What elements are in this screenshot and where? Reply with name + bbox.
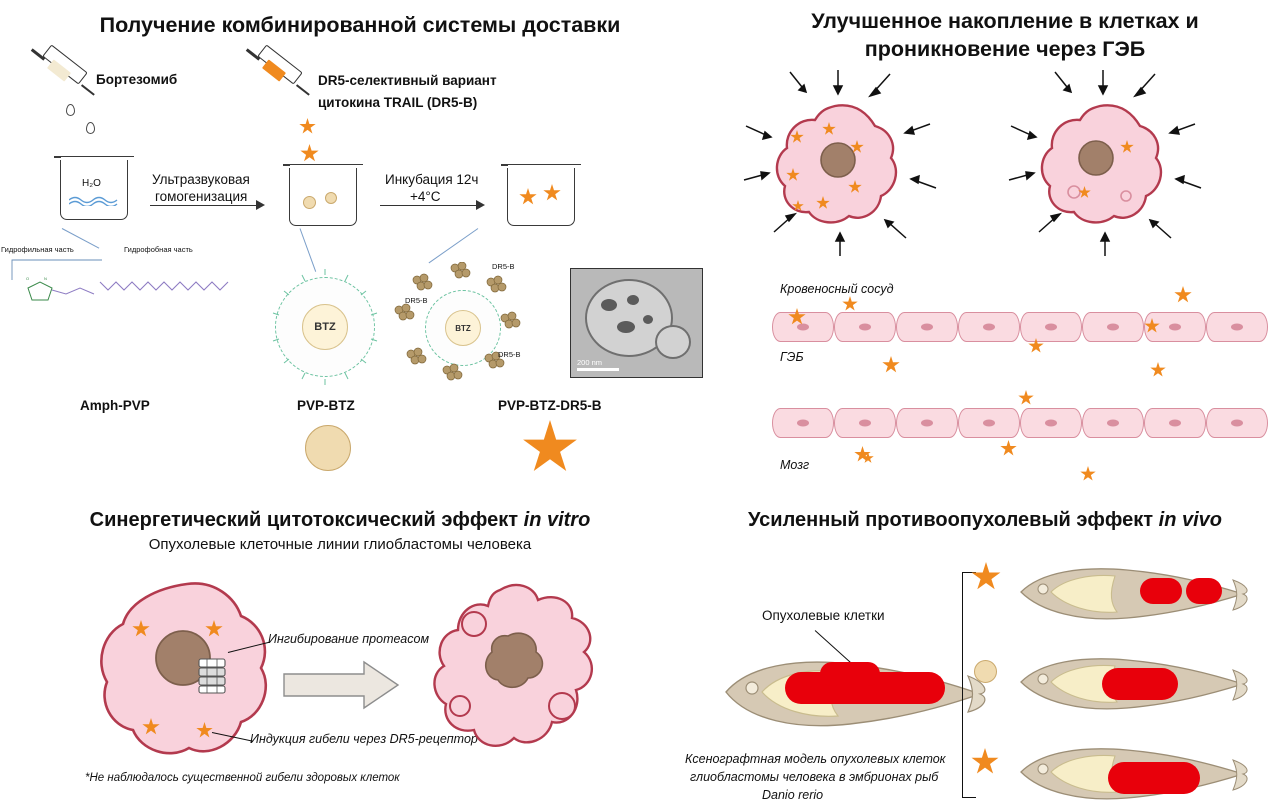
panel-uptake-bbb	[730, 0, 1280, 500]
svg-text:N: N	[44, 276, 47, 281]
label-dr5b-line1: DR5-селективный вариант	[318, 73, 497, 88]
label-brain: Мозг	[780, 458, 810, 472]
micelle-core-btz	[302, 304, 348, 350]
apoptotic-cell-icon	[430, 580, 610, 770]
endothelial-cell	[834, 408, 896, 438]
proteasome-icon	[195, 655, 231, 695]
transition-arrow	[282, 660, 402, 710]
group-bracket	[962, 572, 976, 798]
star-particle	[300, 144, 319, 163]
panel4-title	[695, 508, 1275, 533]
bbb-row-bottom	[772, 408, 1268, 438]
label-model-line3: Danio rerio	[762, 788, 824, 802]
tumor-region	[820, 662, 880, 686]
arrow2-line	[380, 205, 478, 206]
endothelial-cell	[834, 312, 896, 342]
beaker-water	[60, 160, 128, 220]
dr5b-proteins-icon	[393, 262, 533, 392]
tumor-region	[1102, 668, 1178, 700]
svg-text:O: O	[26, 276, 30, 281]
label-model-line1: Ксенографтная модель опухолевых клеток	[685, 752, 946, 766]
tem-dark-spot	[601, 299, 617, 311]
bbb-row-top	[772, 312, 1268, 342]
panel-synthesis	[0, 0, 730, 500]
circle-particle	[303, 196, 316, 209]
label-hydrophilic: Гидрофильная часть	[1, 245, 74, 254]
tem-dark-spot	[627, 295, 639, 305]
label-hydrophobic: Гидрофобная часть	[124, 245, 193, 254]
panel2-title-line2: проникновение через ГЭБ	[864, 37, 1146, 61]
label-dr5b-tag: DR5-B	[492, 262, 515, 271]
label-step2-line2: +4°C	[410, 189, 441, 204]
star-particle	[882, 356, 900, 374]
star-particle	[1174, 286, 1192, 304]
connector-line	[300, 228, 317, 272]
panel1-title: Получение комбинированной системы доставки	[99, 13, 621, 37]
tumor-region	[1140, 578, 1182, 604]
panel3-subtitle: Опухолевые клеточные линии глиобластомы человека	[148, 536, 532, 553]
tumor-region	[1108, 762, 1200, 794]
beaker-mix	[289, 168, 357, 226]
endothelial-cell	[1144, 408, 1206, 438]
arrow1-head	[256, 200, 265, 210]
label-h2o: H₂O	[82, 178, 101, 189]
panel-in-vitro	[0, 500, 690, 808]
endothelial-cell	[1206, 312, 1268, 342]
polymer-structure-icon	[10, 250, 250, 310]
label-proteasome: Ингибирование протеасом	[268, 632, 430, 646]
label-dr5b-line2: цитокина TRAIL (DR5-B)	[318, 95, 478, 110]
star-particle	[1000, 440, 1017, 457]
star-particle	[1080, 466, 1096, 482]
label-dr5: Индукция гибели через DR5-рецептор	[250, 732, 478, 746]
label-footnote: *Не наблюдалось существенной гибели здоровых клеток	[85, 772, 400, 784]
endothelial-cell	[958, 408, 1020, 438]
label-bbb: ГЭБ	[780, 350, 804, 364]
endothelial-cell	[1020, 312, 1082, 342]
panel-in-vivo	[685, 500, 1280, 808]
arrow1-line	[150, 205, 258, 206]
label-step1-line1: Ультразвуковая	[152, 172, 250, 187]
endothelial-cell	[1206, 408, 1268, 438]
label-model-line2: глиобластомы человека в эмбрионах рыб	[690, 770, 939, 784]
endothelial-cell	[1020, 408, 1082, 438]
arrows-to-cell-a	[730, 70, 950, 270]
panel3-title-italic: in vitro	[523, 509, 591, 531]
label-dr5b-tag: DR5-B	[498, 350, 521, 359]
syringe-needle	[81, 84, 95, 95]
tem-scale-bar	[577, 368, 619, 371]
tem-particle	[655, 325, 691, 359]
endothelial-cell	[896, 408, 958, 438]
endothelial-cell	[772, 312, 834, 342]
circle-particle	[325, 192, 337, 204]
legend-circle-particle	[305, 425, 351, 471]
endothelial-cell	[958, 312, 1020, 342]
panel3-title-plain: Синергетический цитотоксический эффект	[89, 509, 524, 531]
label-amph-pvp: Amph-PVP	[80, 398, 150, 413]
drop-2	[86, 122, 95, 134]
arrows-to-cell-b	[995, 70, 1215, 270]
arrow2-head	[476, 200, 485, 210]
label-pvp-btz-dr5b: PVP-BTZ-DR5-B	[498, 398, 602, 413]
star-particle	[842, 296, 858, 312]
endothelial-cell	[896, 312, 958, 342]
label-tem-scale: 200 nm	[577, 358, 603, 367]
beaker-final	[507, 168, 575, 226]
label-dr5b-tag: DR5-B	[405, 296, 428, 305]
label-tumor-cells: Опухолевые клетки	[762, 608, 885, 623]
label-bortezomib: Бортезомиб	[96, 72, 178, 87]
panel4-title-italic: in vivo	[1158, 509, 1223, 531]
panel4-title-plain: Усиленный противоопухолевый эффект	[747, 509, 1159, 531]
endothelial-cell	[1082, 312, 1144, 342]
label-btz-2: BTZ	[455, 323, 471, 333]
label-btz: BTZ	[314, 321, 336, 333]
legend-star-particle	[522, 420, 578, 476]
water-wave-icon	[69, 194, 119, 206]
star-particle	[1150, 362, 1166, 378]
tem-dark-spot	[643, 315, 653, 324]
panel3-title	[10, 508, 670, 533]
drop-1	[66, 104, 75, 116]
endothelial-cell	[1082, 408, 1144, 438]
beaker2-glass	[289, 168, 357, 226]
beaker-glass	[60, 160, 128, 220]
legend-circle-particle	[974, 660, 997, 683]
label-step2-line1: Инкубация 12ч	[385, 172, 479, 187]
beaker3-glass	[507, 168, 575, 226]
label-step1-line2: гомогенизация	[155, 189, 248, 204]
tumor-region	[1186, 578, 1222, 604]
syringe2-needle	[296, 84, 310, 95]
endothelial-cell	[772, 408, 834, 438]
star-particle	[1018, 390, 1034, 406]
connector-line	[429, 228, 479, 263]
tem-dark-spot	[617, 321, 635, 333]
label-vessel: Кровеносный сосуд	[780, 282, 894, 296]
star-particle	[299, 118, 316, 135]
panel2-title-line1: Улучшенное накопление в клетках и	[811, 9, 1199, 33]
tem-image	[570, 268, 703, 378]
label-pvp-btz: PVP-BTZ	[297, 398, 355, 413]
